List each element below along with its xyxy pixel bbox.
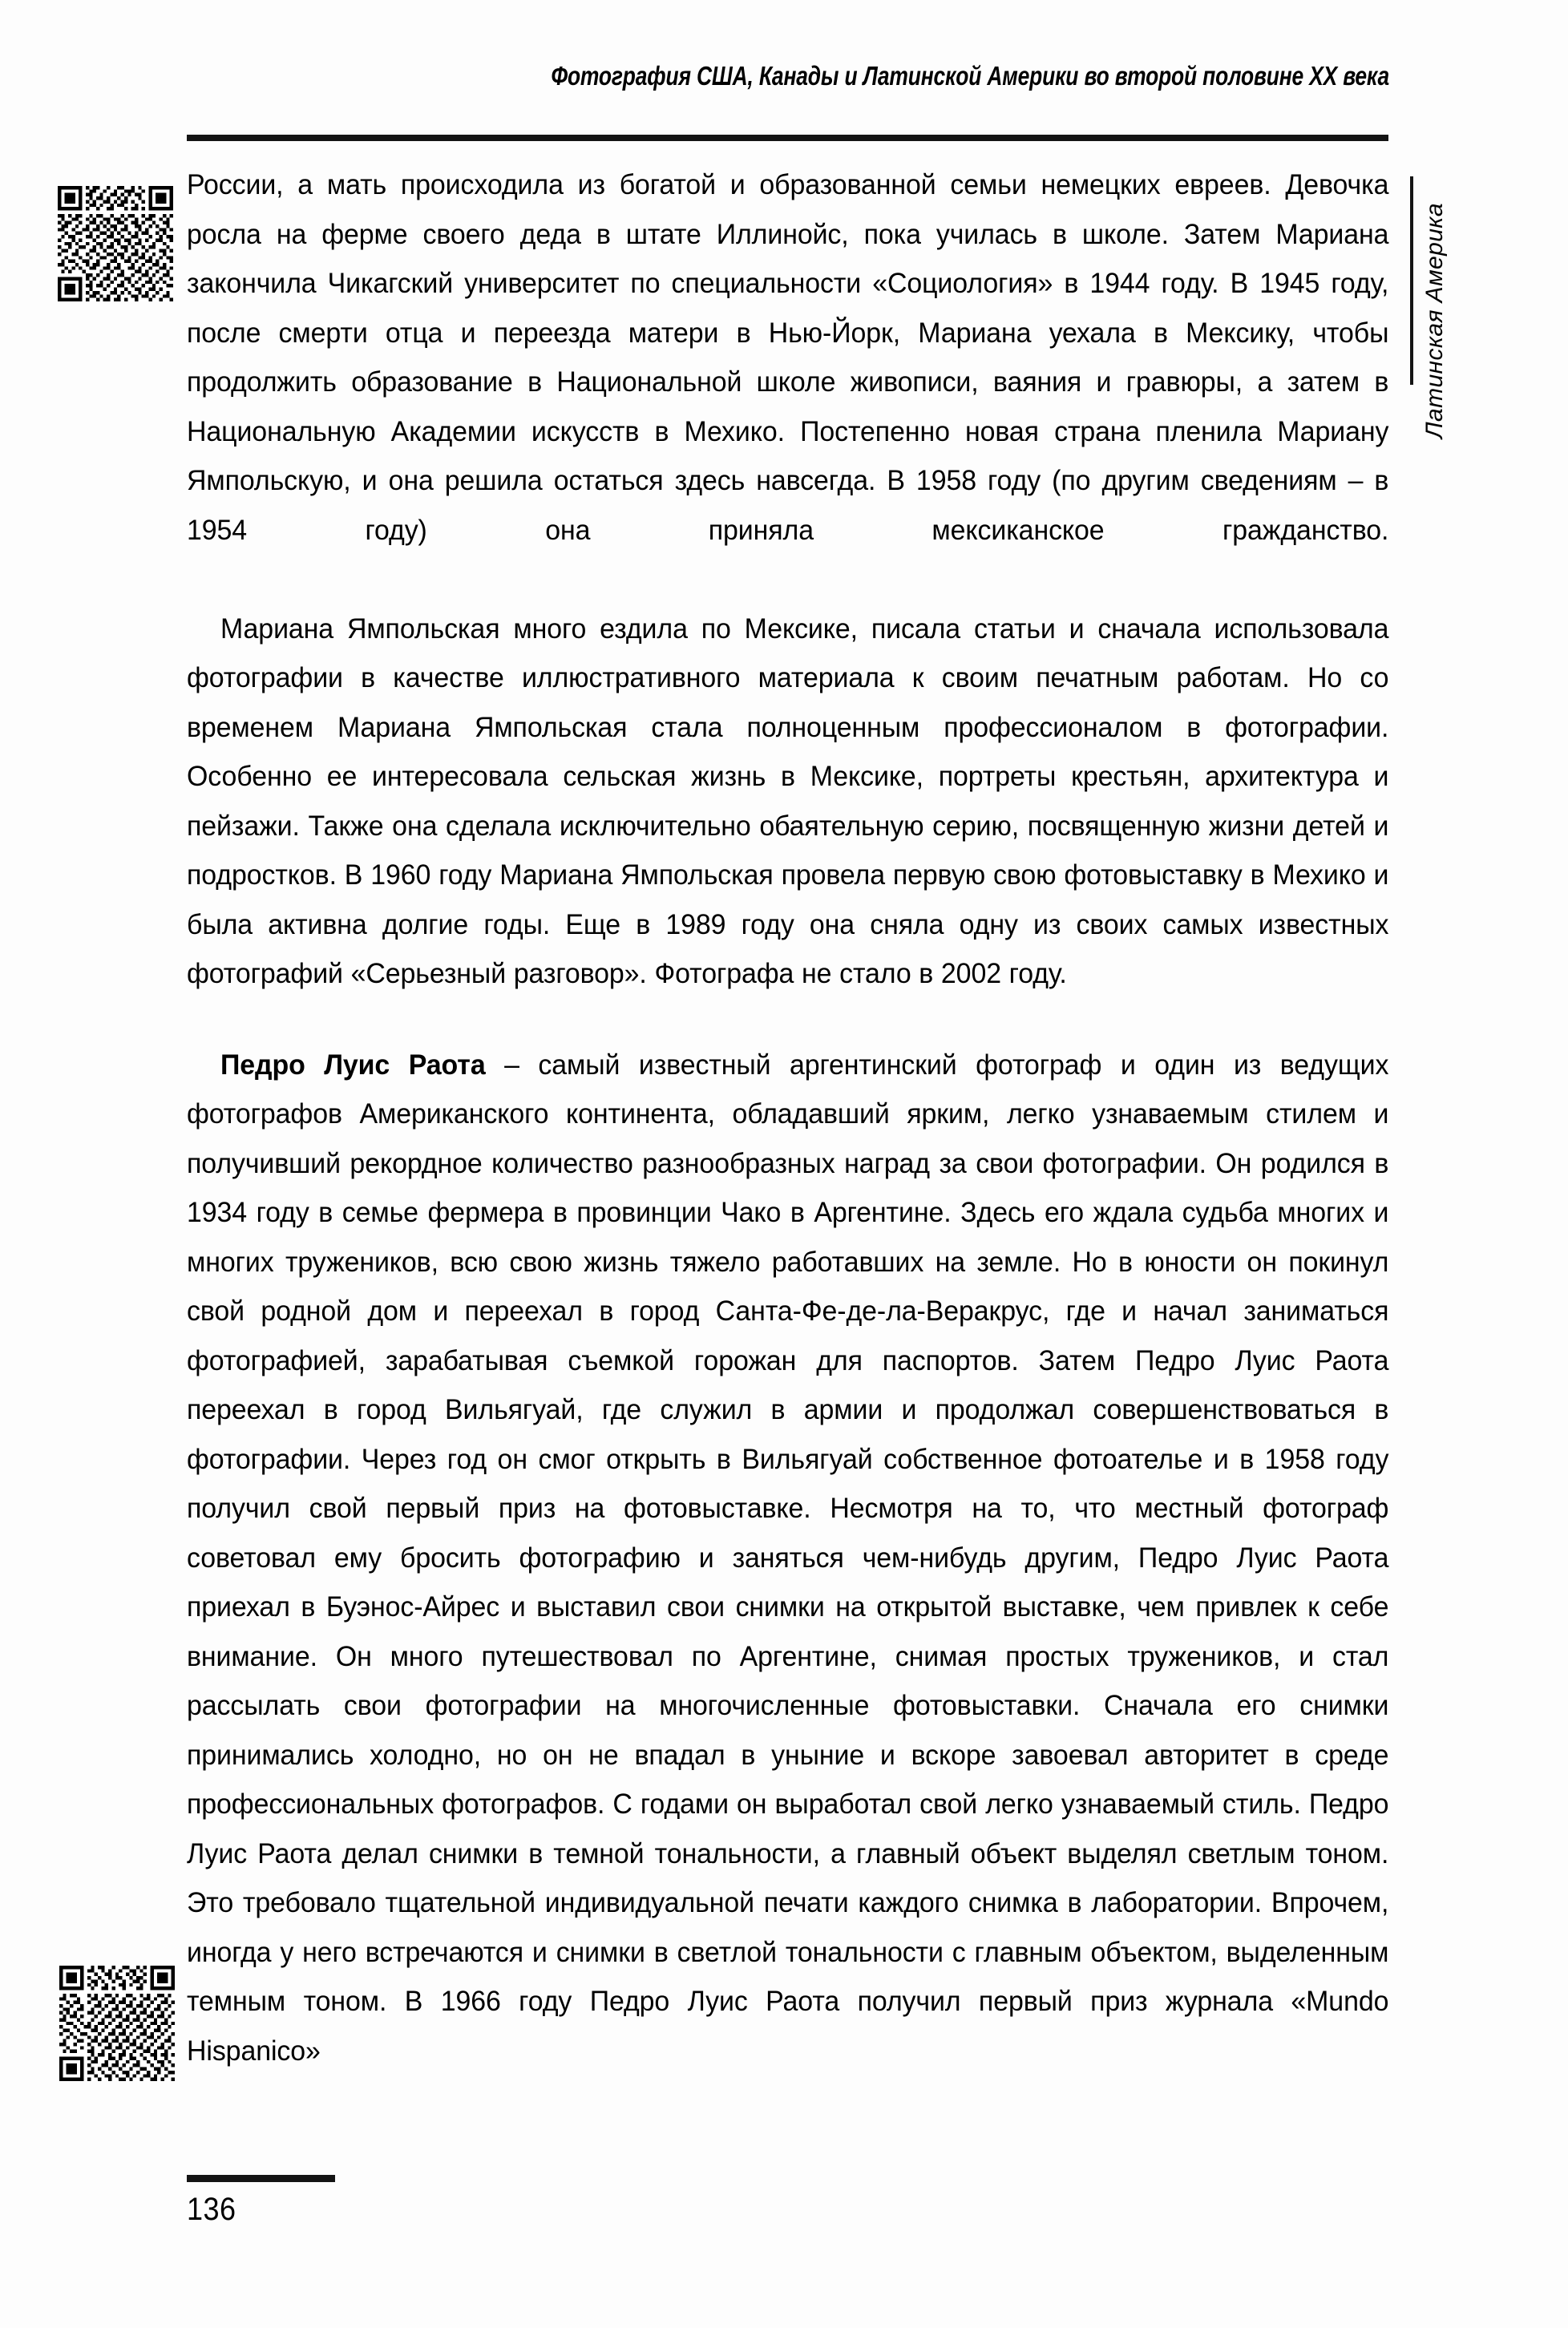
side-rule [1410, 176, 1413, 385]
page-number: 136 [187, 2192, 236, 2227]
side-section-title-container [1407, 96, 1463, 545]
footer-rule [187, 2175, 335, 2182]
body-paragraph-2: Мариана Ямпольская много ездила по Мексике, писала статьи и сначала использовала фотографии в качестве иллюстративного материала к своим печатным работам. Но со временем Мариана Ямпольская стала полноценным профессионалом в фотографии. Особенно ее интересовала сельская жизнь в Мексике, портреты крестьян, архитектура и пейзажи. Также она сделала исключительно обаятельную серию, посвященную жизни детей и подростков. В 1960 году Мариана Ямпольская провела первую свою фотовыставку в Мехико и была активна долгие годы. Еще в 1989 году она сняла одну из своих самых известных фотографий «Серьезный разговор». Фотографа не стало в 2002 году. [187, 612, 1389, 989]
person-name-lead: Педро Луис Раота [220, 1048, 486, 1081]
body-paragraph-1: России, а мать происходила из богатой и образованной семьи немецких евреев. Девочка росла на ферме своего деда в штате Иллинойс, пока училась в школе. Затем Мариана закончила Чикагский университет по специальности «Социология» в 1944 году. В 1945 году, после смерти отца и переезда матери в Нью-Йорк, Мариана уехала в Мексику, чтобы продолжить образование в Национальной школе живописи, ваяния и гравюры, а затем в Национальную Академии искусств в Мехико. Постепенно новая страна пленила Мариану Ямпольскую, и она решила остаться здесь навсегда. В 1958 году (по другим сведениям – в 1954 году) она приняла мексиканское гражданство. [187, 168, 1389, 546]
body-paragraph-3-text: – самый известный аргентинский фотограф и один из ведущих фотографов Американского континента, обладавший ярким, легко узнаваемым стилем и получивший рекордное количество разнообразных наград за свои фотографии. Он родился в 1934 году в семье фермера в провинции Чако в Аргентине. Здесь его ждала судьба многих и многих тружеников, всю свою жизнь тяжело работавших на земле. Но в юности он покинул свой родной дом и переехал в город Санта-Фе-де-ла-Веракрус, где и начал заниматься фотографией, зарабатывая съемкой горожан для паспортов. Затем Педро Луис Раота переехал в город Вильягуай, где служил в армии и продолжал совершенствоваться в фотографии. Через год он смог открыть в Вильягуай собственное фотоателье и в 1958 году получил свой первый приз на фотовыставке. Несмотря на то, что местный фотограф советовал ему бросить фотографию и заняться чем-нибудь другим, Педро Луис Раота приехал в Буэнос-Айрес и выставил свои снимки на открытой выставке, чем привлек к себе внимание. Он много путешествовал по Аргентине, снимая простых тружеников, и стал рассылать свои фотографии на многочисленные фотовыставки. Сначала его снимки принимались холодно, но он не впадал в уныние и вскоре завоевал авторитет в среде профессиональных фотографов. С годами он выработал свой легко узнаваемый стиль. Педро Луис Раота делал снимки в темной тональности, а главный объект выделял светлым тоном. Это требовало тщательной индивидуальной печати каждого снимка в лаборатории. Впрочем, иногда у него встречаются и снимки в светлой тональности с главным объектом, выделенным темным тоном. В 1966 году Педро Луис Раота получил первый приз журнала «Mundo Hispanico» [187, 1048, 1389, 2067]
text-column [187, 160, 1389, 2125]
qr-code-icon-top [58, 186, 173, 301]
header-rule [187, 135, 1388, 141]
body-paragraph-3 [187, 1041, 1388, 2125]
running-header-title: Фотография США, Канады и Латинской Америки во второй половине XX века [551, 61, 1390, 91]
side-section-title: Латинская Америка [1421, 203, 1448, 439]
qr-code-icon-bottom [59, 1966, 175, 2081]
